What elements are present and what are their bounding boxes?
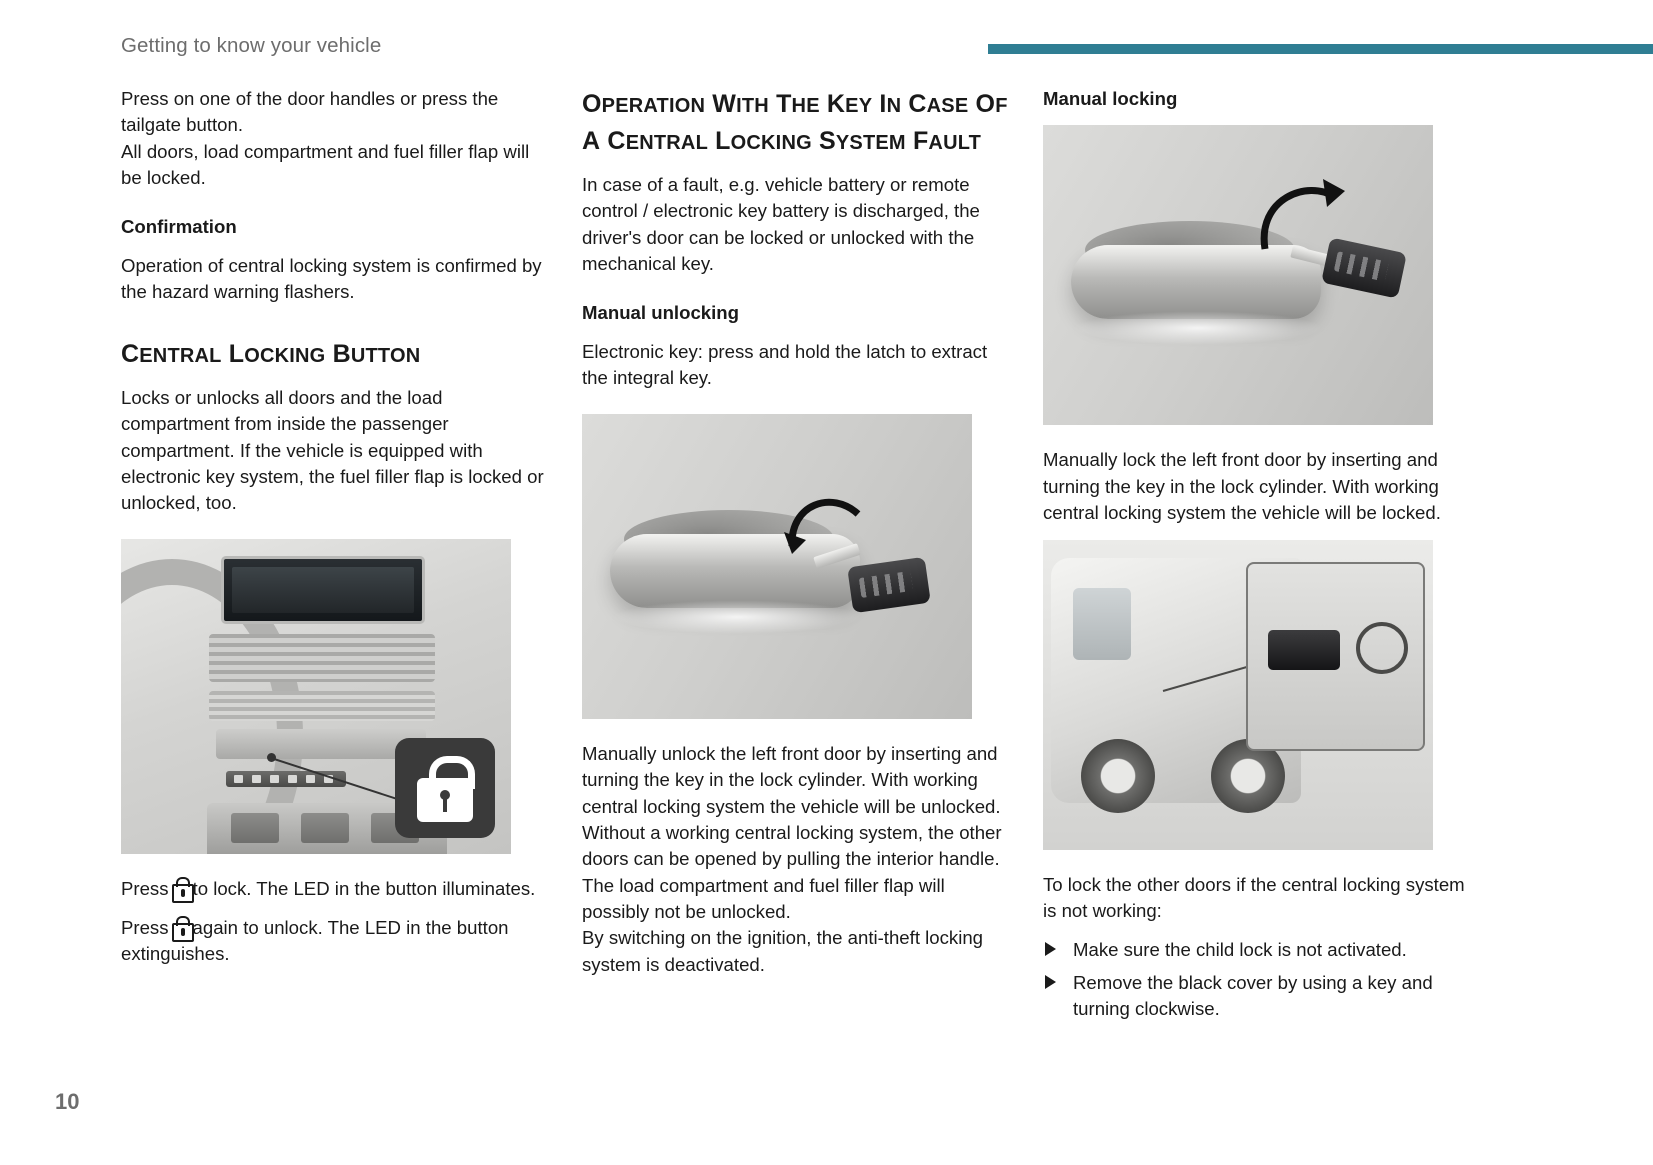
- other-doors-paragraph: To lock the other doors if the central locking system is not working:: [1043, 873, 1465, 921]
- header-rule: [988, 44, 1653, 54]
- electronic-key-fob-shape: [1321, 238, 1407, 299]
- lock-icon: [172, 916, 190, 938]
- page-header-title: Getting to know your vehicle: [121, 34, 382, 57]
- lock-cylinder-shape: [1356, 622, 1408, 674]
- handle-highlight-shape: [612, 600, 862, 634]
- manual-locking-paragraph: Manually lock the left front door by inserting and turning the key in the lock cylinder. With working central locking system the vehicle will be locked.: [1043, 449, 1441, 524]
- manual-unlock-paragraph-1: Manually unlock the left front door by inserting and turning the key in the lock cylinder. With working central locking system the vehicle will be unlocked.: [582, 742, 1001, 817]
- column-1: [121, 86, 553, 968]
- infotainment-screen-shape: [221, 556, 425, 624]
- black-cover-shape: [1268, 630, 1340, 670]
- manual-unlocking-figure: [582, 414, 972, 719]
- list-item-label: Make sure the child lock is not activated.: [1073, 939, 1407, 961]
- van-wheel-shape: [1081, 739, 1155, 813]
- van-window-shape: [1073, 588, 1131, 660]
- triangle-bullet-icon: [1045, 942, 1056, 956]
- heading-confirmation: Confirmation: [121, 215, 237, 237]
- dashboard-figure: [121, 539, 511, 854]
- list-item-label: Remove the black cover by using a key and turning clockwise.: [1073, 971, 1433, 1020]
- press-to-lock-paragraph: [121, 876, 553, 902]
- electronic-key-paragraph: Electronic key: press and hold the latch to extract the integral key.: [582, 340, 988, 389]
- press-to-lock-prefix: Press: [121, 877, 169, 899]
- intro-paragraph-line1: Press on one of the door handles or press the tailgate button.: [121, 88, 499, 136]
- central-locking-lock-icon: [395, 738, 495, 838]
- intro-paragraph-line2: All doors, load compartment and fuel filler flap will be locked.: [121, 140, 530, 189]
- list-item: [1043, 937, 1475, 963]
- list-item: [1043, 970, 1475, 1023]
- manual-unlock-paragraph-3: The load compartment and fuel filler flap will possibly not be unlocked.: [582, 874, 945, 923]
- dashboard-vent-secondary-shape: [209, 691, 435, 721]
- manual-unlock-paragraph-2: Without a working central locking system, the other doors can be opened by pulling the interior handle.: [582, 821, 1002, 870]
- manual-locking-figure: [1043, 125, 1433, 425]
- lock-icon: [172, 877, 190, 899]
- column-3: [1043, 86, 1475, 1029]
- fault-paragraph: In case of a fault, e.g. vehicle battery or remote control / electronic key battery is discharged, the driver's door can be locked or unlocked with the mechanical key.: [582, 174, 980, 275]
- button-row-shape: [226, 771, 346, 787]
- page-number: 10: [55, 1089, 80, 1114]
- press-to-unlock-prefix: Press: [121, 917, 169, 939]
- central-locking-button-paragraph: Locks or unlocks all doors and the load compartment from inside the passenger compartment. If the vehicle is equipped with electronic key system, the fuel filler flap is locked or unlocked, too.: [121, 386, 544, 514]
- rear-door-lock-figure: [1043, 540, 1433, 850]
- handle-highlight-shape: [1073, 311, 1323, 345]
- heading-manual-locking: Manual locking: [1043, 88, 1178, 109]
- other-doors-bullet-list: [1043, 937, 1475, 1022]
- lock-detail-callout: [1246, 562, 1425, 751]
- confirmation-paragraph: Operation of central locking system is confirmed by the hazard warning flashers.: [121, 254, 542, 303]
- column-2: [582, 86, 1014, 978]
- lock-keyhole-shape: [440, 790, 450, 800]
- manual-unlock-paragraph-4: By switching on the ignition, the anti-theft locking system is deactivated.: [582, 927, 984, 975]
- triangle-bullet-icon: [1045, 975, 1056, 989]
- heading-central-locking-button: CENTRAL LOCKING BUTTON: [121, 339, 421, 368]
- dashboard-vent-shape: [209, 634, 435, 682]
- press-to-lock-suffix: to lock. The LED in the button illuminates.: [192, 877, 536, 899]
- heading-manual-unlocking: Manual unlocking: [582, 301, 740, 323]
- press-to-unlock-suffix: again to unlock. The LED in the button extinguishes.: [121, 917, 509, 965]
- electronic-key-fob-shape: [847, 557, 931, 613]
- press-to-unlock-paragraph: [121, 915, 553, 968]
- heading-operation-with-key: OPERATION WITH THE KEY IN CASE OF A CENTRAL LOCKING SYSTEM FAULT: [582, 90, 1008, 155]
